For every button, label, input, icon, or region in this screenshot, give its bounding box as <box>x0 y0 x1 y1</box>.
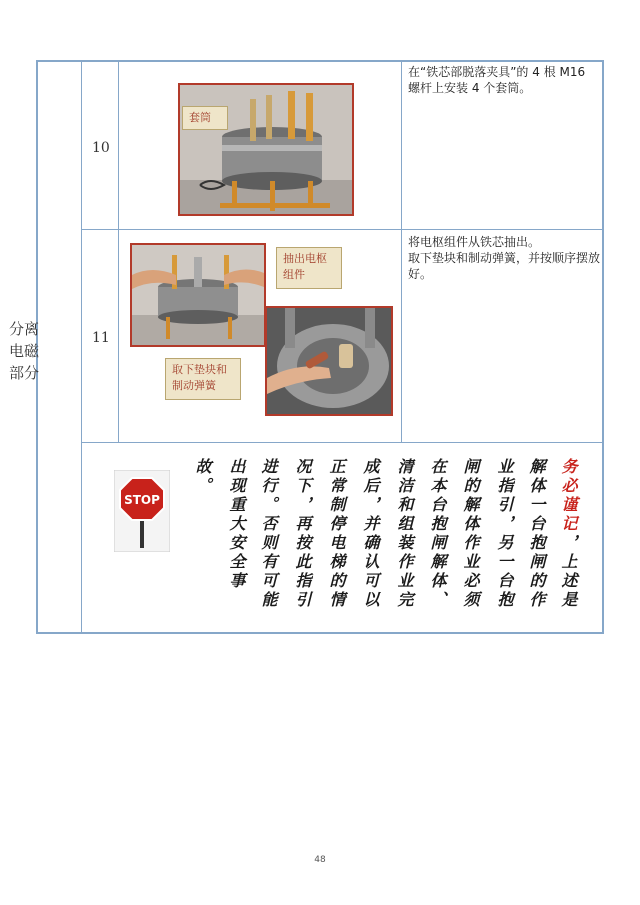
section-label: 分离电磁部分 <box>8 320 39 382</box>
callout-pull-armature: 抽出电枢组件 <box>276 247 342 289</box>
table-col-divider-3 <box>401 61 402 442</box>
warning-column-5: 在本台抱闸解体、 <box>428 458 447 610</box>
table-col-divider-2 <box>118 61 119 442</box>
step-11-description-line-2: 取下垫块和制动弹簧，并按顺序摆放好。 <box>408 251 601 281</box>
pulling-armature-image <box>132 245 264 345</box>
step-number-11: 11 <box>92 330 110 346</box>
callout-sleeve: 套筒 <box>182 106 228 130</box>
table-row-divider-2 <box>81 442 603 443</box>
warning-column-11: 出现重大安全事 <box>227 458 246 591</box>
step-11-description-line-1: 将电枢组件从铁芯抽出。 <box>408 235 541 249</box>
warning-column-10: 进行。否则有可能 <box>259 458 278 610</box>
stop-sign-text: STOP <box>124 493 160 507</box>
table-col-divider-1 <box>81 61 82 633</box>
warning-column-1 <box>558 458 578 610</box>
warning-column-3: 业指引，另一台抱 <box>495 458 514 610</box>
warning-column-6: 清洁和组装作业完 <box>395 458 414 610</box>
step-10-photo <box>178 83 354 216</box>
warning-column-9: 况下，再按此指引 <box>293 458 312 610</box>
warning-column-4: 闸的解体作业必须 <box>461 458 480 610</box>
table-row-divider-1 <box>81 229 603 230</box>
warning-column-2: 解体一台抱闸的作 <box>527 458 546 610</box>
warning-column-12: 故。 <box>193 458 212 496</box>
fixture-with-sleeves-image <box>180 85 352 214</box>
warning-column-1-text: ，上述是 <box>559 534 578 610</box>
step-11-photo-springs <box>265 306 393 416</box>
stop-sign-icon <box>114 470 170 552</box>
step-number-10: 10 <box>92 140 110 156</box>
page-number: 48 <box>314 855 326 865</box>
step-10-description: 在“铁芯部脱落夹具”的 4 根 M16 螺杆上安装 4 个套筒。 <box>408 65 586 95</box>
warning-column-7: 成后，并确认可以 <box>361 458 380 610</box>
callout-remove-springs: 取下垫块和制动弹簧 <box>165 358 241 400</box>
removing-springs-image <box>267 308 391 414</box>
step-11-photo-pull <box>130 243 266 347</box>
warning-heading: 务必谨记 <box>559 458 578 534</box>
warning-column-8: 正常制停电梯的情 <box>327 458 346 610</box>
